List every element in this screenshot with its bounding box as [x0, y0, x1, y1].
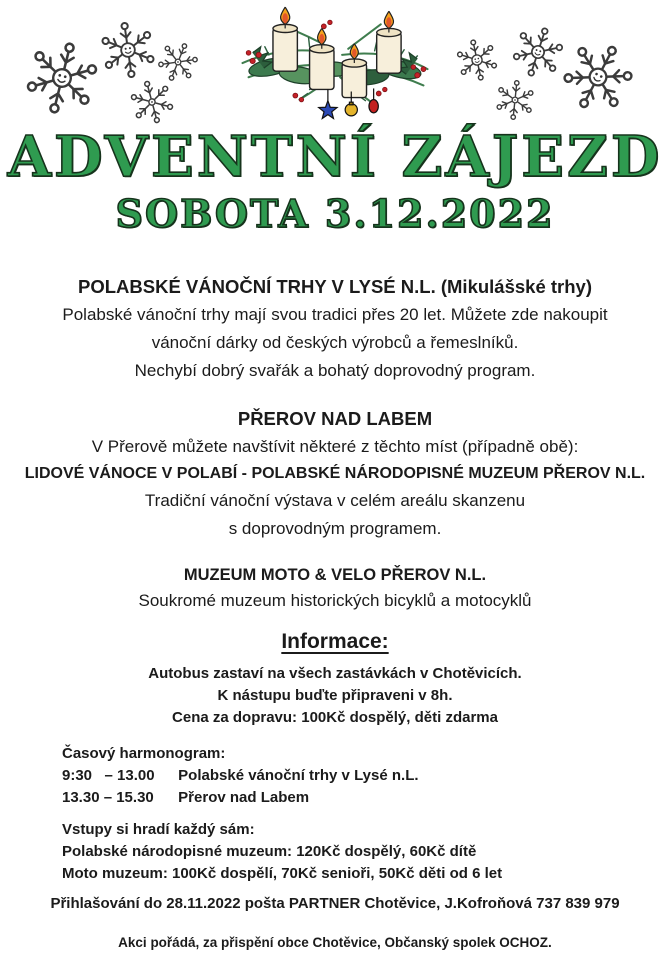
schedule-heading: Časový harmonogram: — [62, 745, 226, 762]
fees-heading: Vstupy si hradí každý sám: — [62, 821, 255, 838]
section-heading: POLABSKÉ VÁNOČNÍ TRHY V LYSÉ N.L. (Mikulášské trhy) — [78, 276, 592, 297]
header-art — [0, 0, 670, 125]
advent-wreath-image — [228, 2, 442, 122]
section-heading: PŘEROV NAD LABEM — [237, 408, 433, 429]
star-ornament — [319, 101, 337, 119]
body-line: Nechybí dobrý svařák a bohatý doprovodný program. — [134, 361, 536, 380]
section-prerov — [15, 405, 655, 543]
info-line: Cena za dopravu: 100Kč dospělý, děti zdarma — [172, 709, 498, 726]
schedule-row — [62, 787, 670, 809]
fees-line: Moto muzeum: 100Kč dospělí, 70Kč senioři, 50Kč děti od 6 let — [62, 865, 503, 882]
schedule-time: 13.30 – 15.30 — [62, 789, 154, 806]
body-line: s doprovodným programem. — [228, 519, 442, 538]
body-line: Tradiční vánoční výstava v celém areálu skanzenu — [144, 491, 526, 510]
fees-block — [62, 819, 670, 885]
schedule-place: Polabské vánoční trhy v Lysé n.L. — [174, 767, 419, 784]
body-line: Soukromé muzeum historických bicyklů a motocyklů — [138, 591, 532, 610]
registration-line: Přihlašování do 28.11.2022 pošta PARTNER Chotěvice, J.Kofroňová 737 839 979 — [50, 895, 620, 912]
footer-line: Akci pořádá, za přispění obce Chotěvice, Občanský spolek OCHOZ. — [118, 935, 552, 950]
snowflake-icon — [493, 78, 537, 122]
page-subtitle-date: SOBOTA 3.12.2022 — [115, 191, 555, 236]
snowflake-icon — [454, 37, 500, 83]
schedule-time: 9:30 – 13.00 — [62, 767, 155, 784]
snowflake-icon — [510, 24, 566, 80]
snowflake-icon — [128, 78, 176, 126]
schedule-row — [62, 765, 670, 787]
section-heading: MUZEUM MOTO & VELO PŘEROV N.L. — [183, 566, 487, 584]
schedule-block — [62, 743, 670, 809]
page-title: ADVENTNÍ ZÁJEZD — [7, 124, 663, 190]
informace-heading: Informace: — [281, 630, 389, 653]
info-line: Autobus zastaví na všech zastávkách v Chotěvicích. — [148, 665, 522, 682]
body-line: vánoční dárky od českých výrobců a řemeslníků. — [151, 333, 519, 352]
section-moto — [15, 563, 655, 615]
section-lyse — [15, 273, 655, 385]
body-line: Polabské vánoční trhy mají svou tradici přes 20 let. Můžete zde nakoupit — [62, 305, 608, 324]
snowflake-icon — [97, 19, 159, 81]
body-line: V Přerově můžete navštívit některé z těchto míst (případně obě): — [91, 437, 579, 456]
info-line: K nástupu buďte připraveni v 8h. — [217, 687, 453, 704]
section-subheading: LIDOVÉ VÁNOCE V POLABÍ - POLABSKÉ NÁRODOPISNÉ MUZEUM PŘEROV N.L. — [24, 465, 646, 482]
snowflake-icon — [22, 38, 102, 118]
snowflake-icon — [560, 39, 636, 115]
schedule-place: Přerov nad Labem — [174, 789, 310, 806]
fees-line: Polabské národopisné muzeum: 120Kč dospělý, 60Kč dítě — [62, 843, 477, 860]
info-block — [0, 663, 670, 729]
